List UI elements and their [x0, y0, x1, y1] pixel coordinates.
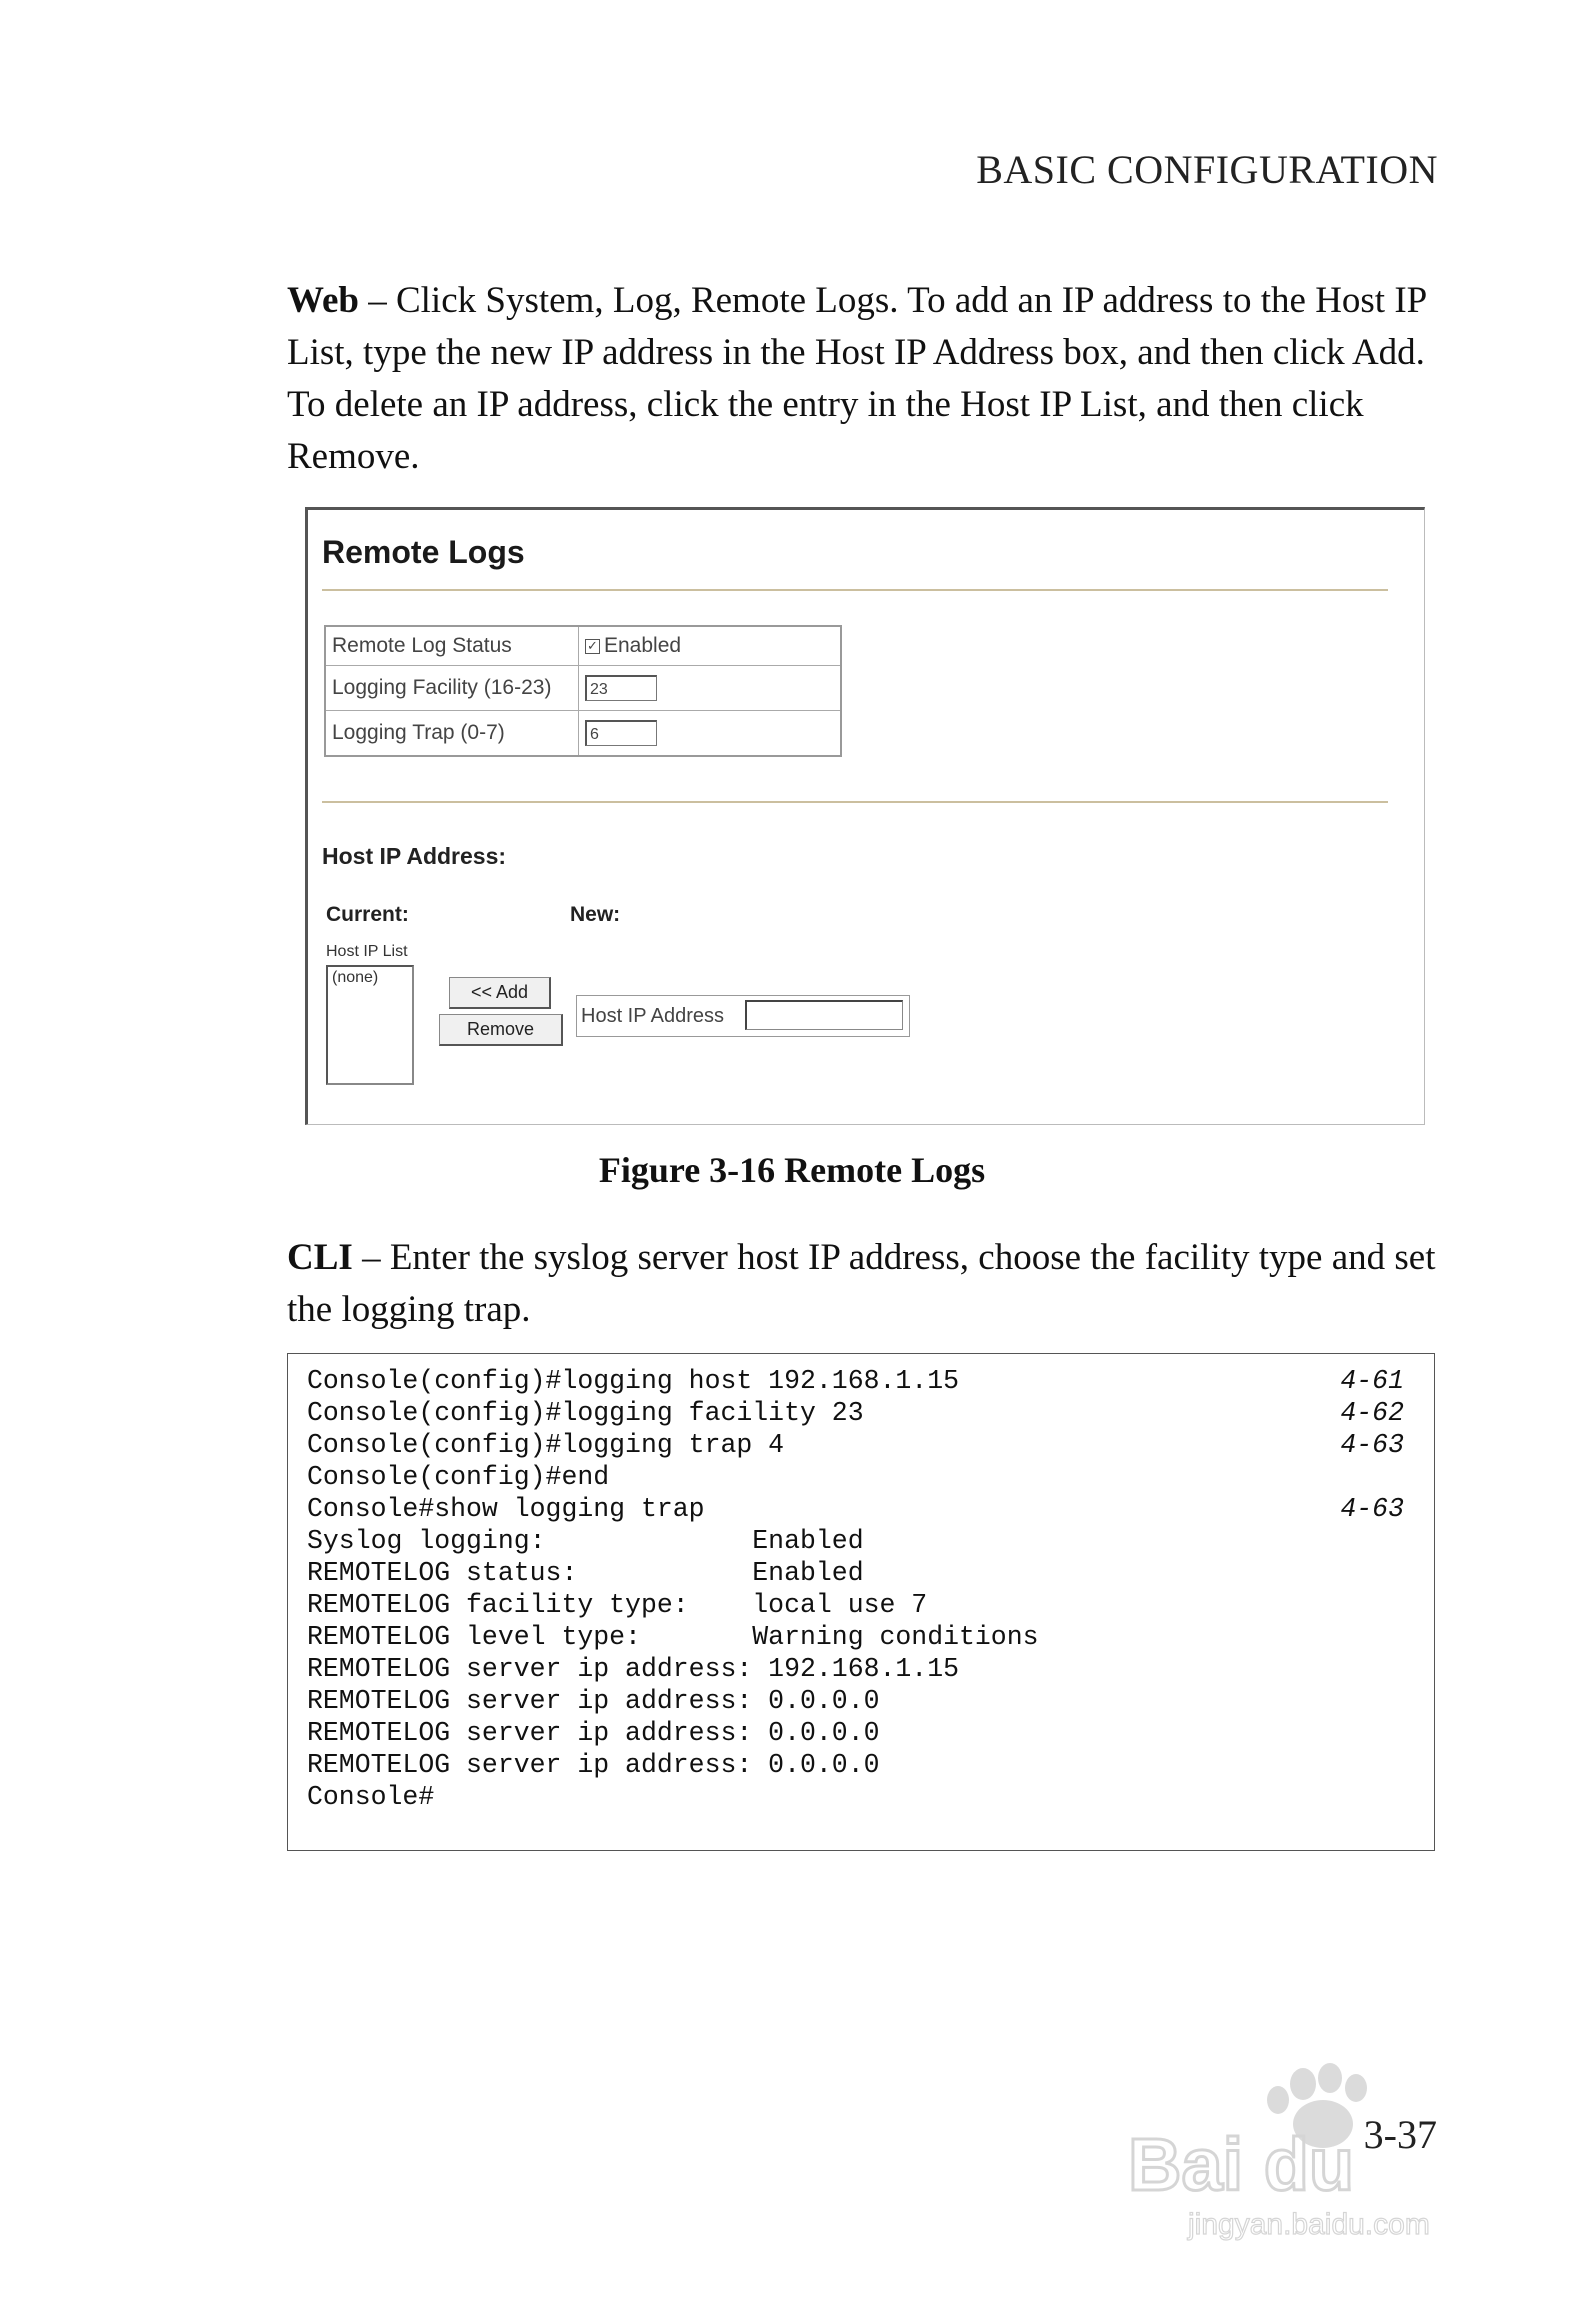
code-text: Console(config)#logging host 192.168.1.15 — [307, 1366, 960, 1396]
table-row — [325, 711, 841, 757]
divider — [322, 589, 1388, 591]
code-ref: 4-63 — [1340, 1494, 1404, 1524]
code-text: Console# — [307, 1782, 435, 1812]
settings-table — [324, 625, 842, 757]
code-ref: 4-61 — [1340, 1366, 1404, 1396]
logging-trap-cell — [579, 711, 842, 757]
code-text: Console(config)#logging trap 4 — [307, 1430, 785, 1460]
code-line — [307, 1781, 1434, 1813]
host-ip-address-label: Host IP Address — [581, 1005, 725, 1027]
code-line — [307, 1589, 1434, 1621]
code-text: REMOTELOG server ip address: 0.0.0.0 — [307, 1718, 880, 1748]
baidu-watermark-logo — [1118, 2062, 1488, 2242]
watermark-site-text: jingyan.baidu.com — [1188, 2208, 1430, 2241]
code-line — [307, 1749, 1434, 1781]
header-initial-1: B — [976, 147, 1004, 192]
cli-lead: CLI — [287, 1237, 353, 1278]
code-text: Console(config)#logging facility 23 — [307, 1398, 864, 1428]
code-line — [307, 1461, 1434, 1493]
host-ip-list[interactable] — [326, 965, 414, 1085]
code-text: REMOTELOG facility type: local use 7 — [307, 1590, 928, 1620]
list-item[interactable]: (none) — [332, 969, 379, 986]
code-line — [307, 1653, 1434, 1685]
new-label: New: — [570, 903, 621, 926]
code-ref: 4-62 — [1340, 1398, 1404, 1428]
running-header — [976, 146, 1438, 193]
code-line — [307, 1621, 1434, 1653]
code-line — [307, 1365, 1434, 1397]
remove-button[interactable]: Remove — [439, 1014, 563, 1046]
cli-instructions — [287, 1232, 1437, 1336]
remote-log-status-cell — [579, 626, 842, 666]
cli-text: – Enter the syslog server host IP address, choose the facility type and set the logging trap. — [287, 1237, 1436, 1330]
web-lead: Web — [287, 280, 359, 321]
web-instructions — [287, 275, 1437, 483]
host-ip-address-group — [576, 995, 910, 1037]
code-line — [307, 1717, 1434, 1749]
host-ip-list-label: Host IP List — [326, 943, 408, 960]
code-line — [307, 1493, 1434, 1525]
page-title: Remote Logs — [322, 534, 525, 570]
remote-log-status-value: Enabled — [604, 634, 682, 657]
code-line — [307, 1429, 1434, 1461]
remote-log-status-label: Remote Log Status — [325, 626, 579, 666]
logging-facility-label: Logging Facility (16-23) — [325, 666, 579, 711]
code-text: REMOTELOG status: Enabled — [307, 1558, 864, 1588]
code-line — [307, 1557, 1434, 1589]
code-text: REMOTELOG level type: Warning conditions — [307, 1622, 1039, 1652]
table-row — [325, 666, 841, 711]
host-ip-address-input[interactable] — [745, 1000, 903, 1030]
code-line — [307, 1525, 1434, 1557]
code-text: REMOTELOG server ip address: 0.0.0.0 — [307, 1750, 880, 1780]
figure-caption: Figure 3-16 Remote Logs — [598, 1150, 986, 1190]
logging-facility-cell — [579, 666, 842, 711]
code-text: Console(config)#end — [307, 1462, 610, 1492]
host-ip-heading: Host IP Address: — [322, 843, 507, 869]
code-text: REMOTELOG server ip address: 192.168.1.15 — [307, 1654, 960, 1684]
watermark-brand-text: Bai du — [1128, 2123, 1355, 2206]
code-text: REMOTELOG server ip address: 0.0.0.0 — [307, 1686, 880, 1716]
logging-facility-input[interactable]: 23 — [585, 675, 657, 701]
header-initial-2: C — [1107, 147, 1135, 192]
code-line — [307, 1685, 1434, 1717]
remote-log-status-checkbox[interactable]: ✓ — [585, 639, 600, 654]
header-word-2: ONFIGURATION — [1134, 147, 1438, 192]
code-ref: 4-63 — [1340, 1430, 1404, 1460]
header-word-1: ASIC — [1003, 147, 1108, 192]
web-text: – Click System, Log, Remote Logs. To add an IP address to the Host IP List, type the new IP address in the Host IP Address box, and then click Add. To delete an IP address, click the entry in the Host IP List, and then click Remove. — [287, 280, 1426, 477]
divider — [322, 801, 1388, 803]
logging-trap-input[interactable]: 6 — [585, 720, 657, 746]
code-text: Console#show logging trap — [307, 1494, 705, 1524]
remote-logs-screenshot — [305, 507, 1425, 1125]
add-button[interactable]: << Add — [449, 977, 551, 1009]
code-text: Syslog logging: Enabled — [307, 1526, 864, 1556]
current-label: Current: — [326, 903, 409, 926]
cli-code-block — [287, 1353, 1435, 1851]
logging-trap-label: Logging Trap (0-7) — [325, 711, 579, 757]
page-number: 3-37 — [1363, 2112, 1437, 2157]
code-line — [307, 1397, 1434, 1429]
table-row — [325, 626, 841, 666]
